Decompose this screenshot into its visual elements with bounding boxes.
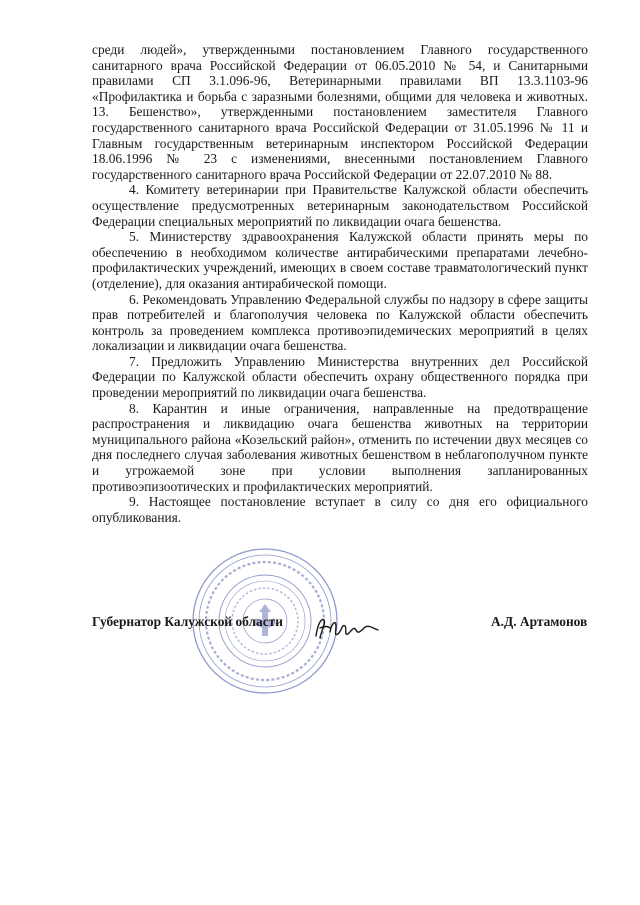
paragraph-item-6: 6. Рекомендовать Управлению Федеральной службы по надзору в сфере защиты прав потребителей и благополучия человека по Калужской области обеспечить контроль за проведением комплекса противоэпидемических мероприятий в целях локализации и ликвидации очага бешенства. [92, 291, 588, 354]
paragraph-item-8: 8. Карантин и иные ограничения, направленные на предотвращение распространения и ликвидацию очага бешенства животных на территории муниципального района «Козельский район», отменить по истечении двух месяцев со дня последнего случая заболевания животных бешенством в неблагополучном пункте и угрожаемой зоне при условии выполнения запланированных противоэпизоотических и профилактических мероприятий. [92, 400, 588, 494]
paragraph-item-9: 9. Настоящее постановление вступает в силу со дня его официального опубликования. [92, 494, 588, 525]
handwritten-signature [312, 612, 382, 644]
signatory-name: А.Д. Артамонов [491, 614, 588, 629]
document-body [92, 42, 588, 525]
paragraph-item-4: 4. Комитету ветеринарии при Правительстве Калужской области обеспечить осуществление предусмотренных ветеринарным законодательством Российской Федерации специальных мероприятий по ликвидации очага бешенства. [92, 182, 588, 229]
paragraph-item-5: 5. Министерству здравоохранения Калужской области принять меры по обеспечению в необходимом количестве антирабическими препаратами лечебно-профилактических учреждений, имеющих в своем составе травматологический пункт (отделение), для оказания антирабической помощи. [92, 229, 588, 291]
paragraph-continuation: среди людей», утвержденными постановлением Главного государственного санитарного врача Российской Федерации от 06.05.2010 № 54, и Санитарными правилами СП 3.1.096-96, Ветеринарными правилами ВП 13.3.1103-96 «Профилактика и борьба с заразными болезнями, общими для человека и животных. 13. Бешенство», утвержденными постановлением заместителя Главного государственного санитарного врача Российской Федерации от 31.05.1996 № 11 и Главным государственным ветеринарным инспектором Российской Федерации 18.06.1996 № 23 с изменениями, внесенными постановлением Главного государственного санитарного врача Российской Федерации от 22.07.2010 № 88. [92, 42, 588, 182]
signatory-title: Губернатор Калужской области [92, 614, 283, 629]
paragraph-item-7: 7. Предложить Управлению Министерства внутренних дел Российской Федерации по Калужской области обеспечить охрану общественного порядка при проведении мероприятий по ликвидации очага бешенства. [92, 353, 588, 401]
